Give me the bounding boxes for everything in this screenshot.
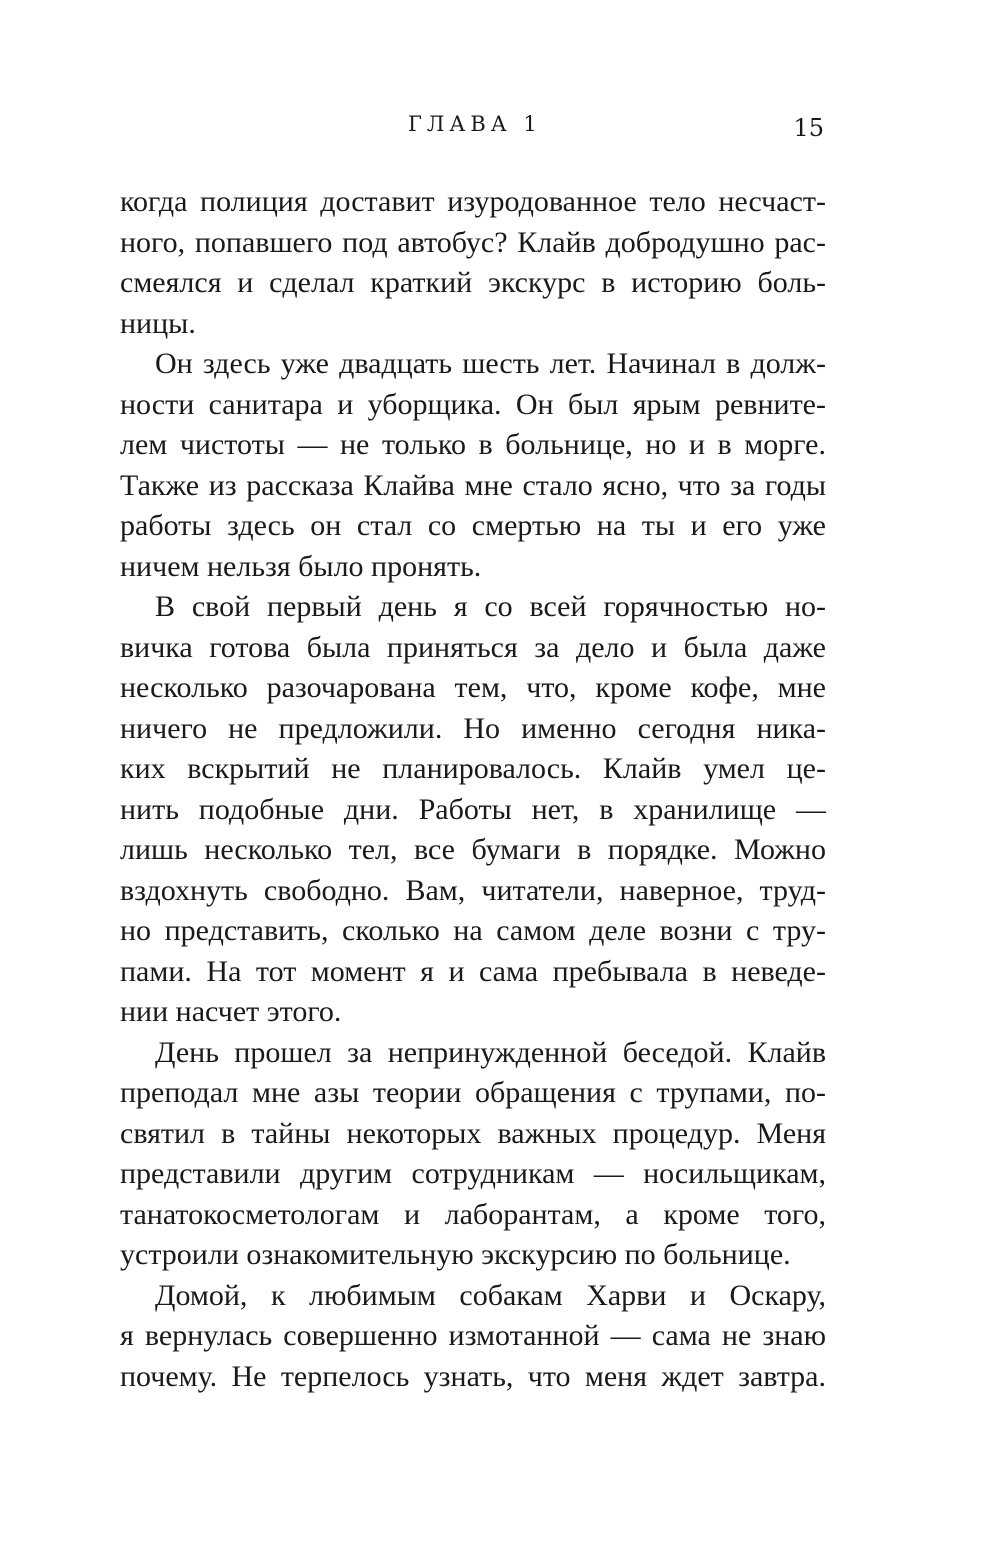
- paragraph-first-line: В свой первый день я со всей горячностью но-: [155, 590, 826, 623]
- text-line: лем чистоты — не только в больнице, но и в морге.: [120, 428, 826, 461]
- text-line: лишь несколько тел, все бумаги в порядке. Можно: [120, 833, 826, 866]
- text-line: я вернулась совершенно измотанной — сама не знаю: [120, 1319, 826, 1352]
- text-line: вздохнуть свободно. Вам, читатели, наверное, труд-: [120, 873, 826, 907]
- text-line: работы здесь он стал со смертью на ты и его уже: [120, 509, 826, 542]
- paragraph-first-line: День прошел за непринужденной беседой. Клайв: [155, 1035, 826, 1069]
- text-line: устроили ознакомительную экскурсию по больнице.: [120, 1238, 791, 1271]
- text-line: танатокосметологам и лаборантам, а кроме того,: [120, 1197, 826, 1231]
- paragraph-first-line: Он здесь уже двадцать шесть лет. Начинал в долж-: [155, 347, 826, 380]
- text-line: но представить, сколько на самом деле возни с тру-: [120, 914, 826, 947]
- text-line: Также из рассказа Клайва мне стало ясно, что за годы: [120, 468, 826, 502]
- text-line: смеялся и сделал краткий экскурс в историю боль-: [120, 266, 826, 299]
- text-line: представили другим сотрудникам — носильщикам,: [120, 1157, 826, 1190]
- paragraph-first-line: Домой, к любимым собакам Харви и Оскару,: [155, 1278, 826, 1312]
- text-line: несколько разочарована тем, что, кроме кофе, мне: [120, 671, 826, 704]
- text-line: преподал мне азы теории обращения с трупами, по-: [120, 1076, 826, 1109]
- text-line: почему. Не терпелось узнать, что меня ждет завтра.: [120, 1359, 826, 1393]
- text-line: ничем нельзя было пронять.: [120, 549, 482, 583]
- text-line: ких вскрытий не планировалось. Клайв умел це-: [120, 752, 826, 785]
- text-line: ничего не предложили. Но именно сегодня ника-: [120, 711, 826, 745]
- text-line: нии насчет этого.: [120, 995, 342, 1028]
- page-number: 15: [793, 114, 824, 142]
- chapter-header: ГЛАВА 1: [408, 112, 542, 136]
- text-line: ницы.: [120, 306, 196, 340]
- text-line: когда полиция доставит изуродованное тело несчаст-: [120, 185, 826, 218]
- text-line: пами. На тот момент я и сама пребывала в неведе-: [120, 954, 826, 988]
- body-text: [120, 182, 826, 1397]
- text-line: святил в тайны некоторых важных процедур. Меня: [120, 1116, 826, 1150]
- text-line: ного, попавшего под автобус? Клайв добродушно рас-: [120, 225, 826, 259]
- text-line: вичка готова была приняться за дело и была даже: [120, 630, 826, 664]
- text-line: ности санитара и уборщика. Он был ярым ревните-: [120, 387, 826, 421]
- text-line: нить подобные дни. Работы нет, в хранилище —: [120, 792, 826, 826]
